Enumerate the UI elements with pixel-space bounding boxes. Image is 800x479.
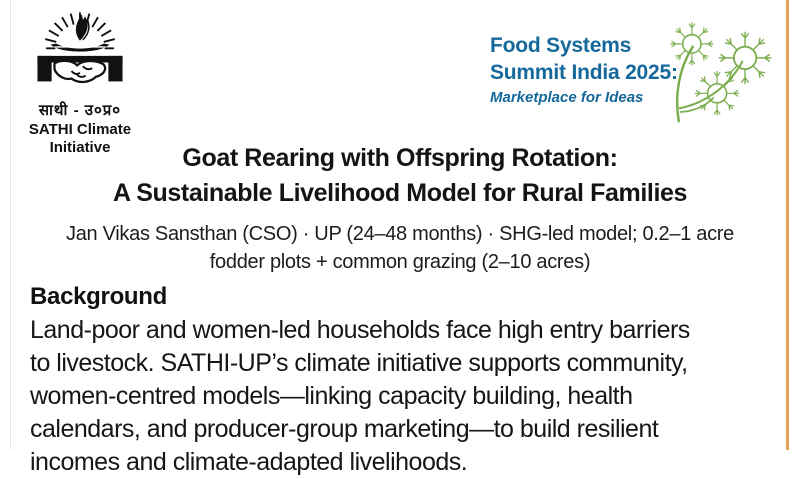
sathi-org-name-line1: SATHI Climate bbox=[28, 121, 132, 138]
slide-right-border-line bbox=[786, 0, 789, 450]
title-line2: A Sustainable Livelihood Model for Rural Families bbox=[112, 179, 688, 207]
body-line-clipped: incomes and climate-adapted livelihoods. bbox=[30, 448, 468, 476]
body-line: calendars, and producer-group marketing—to build resilient bbox=[30, 415, 659, 443]
subtitle-line1: Jan Vikas Sansthan (CSO) · UP (24–48 months) · SHG-led model; 0.2–1 acre bbox=[66, 223, 734, 245]
section-body bbox=[30, 314, 775, 476]
sathi-handshake-lamp-logo-icon bbox=[28, 6, 132, 102]
sathi-org-name-line2: Initiative bbox=[49, 139, 111, 156]
body-line: women-centred models—linking capacity building, health bbox=[30, 382, 633, 410]
section-heading: Background bbox=[30, 283, 168, 310]
sathi-logo-block bbox=[18, 6, 142, 157]
body-line: Land-poor and women-led households face high entry barriers bbox=[30, 316, 690, 344]
subtitle-line2: fodder plots + common grazing (2–10 acres) bbox=[209, 251, 591, 273]
event-name-line1: Food Systems bbox=[490, 34, 632, 57]
event-name-line2: Summit India 2025: bbox=[490, 61, 678, 84]
sathi-org-hindi-text: साथी - उ०प्र० bbox=[38, 102, 122, 119]
dandelion-icon bbox=[648, 14, 788, 126]
body-line: to livestock. SATHI-UP’s climate initiative supports community, bbox=[30, 349, 688, 377]
poster-subtitle bbox=[0, 220, 800, 276]
title-line1: Goat Rearing with Offspring Rotation: bbox=[182, 144, 618, 172]
event-tagline: Marketplace for Ideas bbox=[490, 89, 644, 106]
poster-title bbox=[0, 141, 800, 211]
